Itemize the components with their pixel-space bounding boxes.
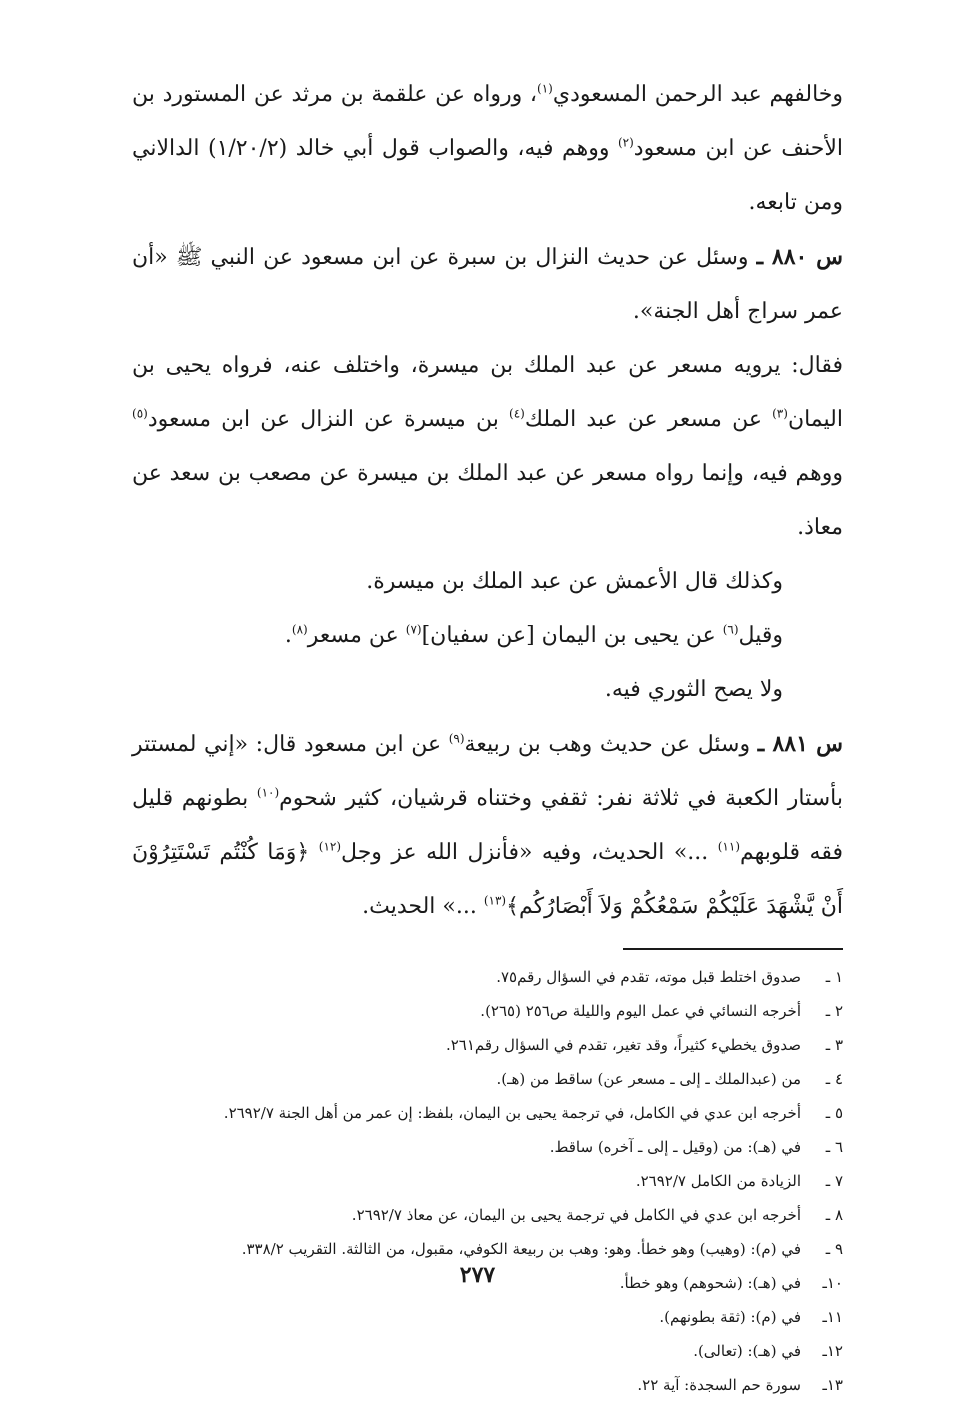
footnote-separator	[623, 948, 843, 950]
question-881: س ٨٨١ ـ وسئل عن حديث وهب بن ربيعة$^{(٩)}$ عن ابن مسعود قال: «إني لمستتر بأستار الكعبة في ثلاثة نفر: ثقفي وختناه قرشيان، كثير شحوم$^{(١٠)}$ بطونهم قليل فقه قلوبهم$^{(١١)}$ ...» الحديث، وفيه «فأنزل الله عز وجل$^{(١٢)}$ ﴿وَمَا كُنْتُم تَسْتَتِرُوْنَ أَنْ يَّشْهَدَ عَلَيْكُمْ سَمْعُكُمْ وَلاَ أَبْصَارُكُم﴾$^{(١٣)}$ ...» الحديث.	[132, 731, 844, 919]
footnote-ref-12[interactable]: (١٢)	[318, 839, 342, 854]
footnote-ref-4[interactable]: (٤)	[509, 406, 525, 421]
footnote-12: ١٢ـفي (هـ): (تعالى).	[693, 1342, 843, 1360]
footnote-ref-2[interactable]: (٢)	[617, 135, 634, 150]
footnote-ref-11[interactable]: (١١)	[717, 839, 740, 854]
footnote-11: ١١ـفي (م): (ثقة بطونهم).	[659, 1308, 843, 1326]
footnote-ref-5[interactable]: (٥)	[132, 406, 148, 421]
footnote-6: ٦ ـفي (هـ): من (وقيل ـ إلى ـ آخره) ساقط.	[549, 1138, 843, 1156]
footnote-5: ٥ ـأخرجه ابن عدي في الكامل، في ترجمة يحيى بن اليمان، بلفظ: إن عمر من أهل الجنة ٢٦٩٢/٧.	[223, 1104, 843, 1122]
footnote-ref-1[interactable]: (١)	[537, 81, 553, 96]
footnotes	[132, 960, 843, 1402]
question-number-881: س ٨٨١ ـ	[757, 731, 844, 757]
footnote-8: ٨ ـأخرجه ابن عدي في الكامل في ترجمة يحيى بن اليمان، عن معاذ ٢٦٩٢/٧.	[351, 1206, 843, 1224]
answer-880: فقال: يرويه مسعر عن عبد الملك بن ميسرة، واختلف عنه، فرواه يحيى بن اليمان$^{(٣)}$ عن مسعر عن عبد الملك$^{(٤)}$ بن ميسرة عن النزال عن ابن مسعود$^{(٥)}$ ووهم فيه، وإنما رواه مسعر عن عبد الملك بن ميسرة عن مصعب بن سعد عن معاذ.	[132, 353, 843, 540]
footnote-13: ١٣ـسورة حم السجدة: آية ٢٢.	[637, 1376, 843, 1394]
footnote-ref-7[interactable]: (٧)	[405, 622, 422, 637]
footnote-1: ١ ـصدوق اختلط قبل موته، تقدم في السؤال رقم٧٥.	[496, 968, 843, 986]
page-number: ٢٧٧	[459, 1262, 496, 1288]
footnote-ref-13[interactable]: (١٣)	[483, 893, 507, 908]
line-wala: ولا يصح الثوري فيه.	[604, 677, 783, 702]
footnote-7: ٧ ـالزيادة من الكامل ٢٦٩٢/٧.	[635, 1172, 843, 1190]
paragraph-opening: وخالفهم عبد الرحمن المسعودي$^{(١)}$، ورواه عن علقمة بن مرثد عن المستورد بن الأحنف عن ابن مسعود$^{(٢)}$ ووهم فيه، والصواب قول أبي خالد (١/٢٠/٢) الدالاني ومن تابعه.	[132, 81, 844, 215]
question-880: س ٨٨٠ ـ وسئل عن حديث النزال بن سبرة عن ابن مسعود عن النبي ﷺ «أن عمر سراج أهل الجنة».	[132, 244, 844, 324]
footnote-3: ٣ ـصدوق يخطيء كثيراً، وقد تغير، تقدم في السؤال رقم٢٦١.	[445, 1036, 843, 1054]
footnote-ref-6[interactable]: (٦)	[722, 622, 739, 637]
line-qil: وقيل$^{(٦)}$ عن يحيى بن اليمان [عن سفيان]$^{(٧)}$ عن مسعر$^{(٨)}$.	[284, 622, 783, 648]
footnote-4: ٤ ـمن (عبدالملك ـ إلى ـ مسعر عن) ساقط من (هـ).	[496, 1070, 843, 1088]
question-number-880: س ٨٨٠ ـ	[756, 244, 844, 270]
footnote-ref-8[interactable]: (٨)	[291, 622, 308, 637]
footnote-10: ١٠ـفي (هـ): (شحوهم) وهو خطأ.	[619, 1274, 843, 1292]
footnote-2: ٢ ـأخرجه النسائي في عمل اليوم والليلة ص٢٥٦ (٢٦٥).	[480, 1002, 843, 1020]
footnote-9: ٩ ـفي (م): (وهيب) وهو خطأ. وهو: وهب بن ربيعة الكوفي، مقبول، من الثالثة. التقريب ٣٣٨/٢.	[241, 1240, 843, 1258]
footnote-ref-10[interactable]: (١٠)	[256, 785, 280, 800]
footnote-ref-9[interactable]: (٩)	[448, 731, 465, 746]
line-kadhalik: وكذلك قال الأعمش عن عبد الملك بن ميسرة.	[366, 569, 783, 594]
footnote-ref-3[interactable]: (٣)	[772, 406, 788, 421]
